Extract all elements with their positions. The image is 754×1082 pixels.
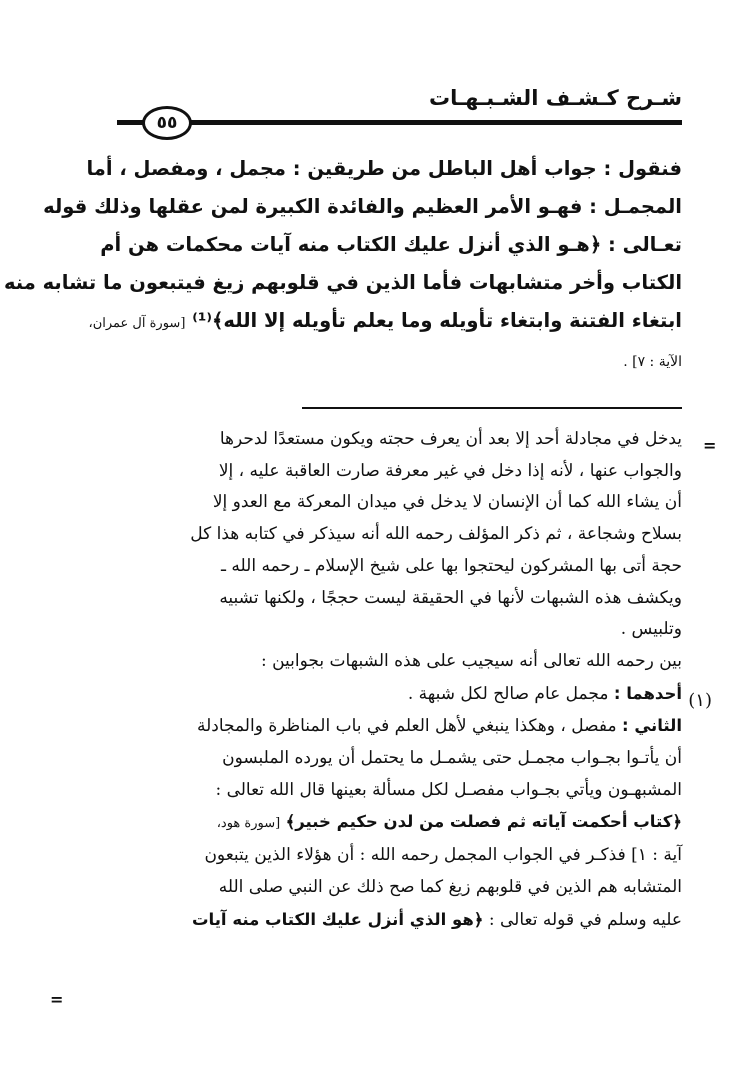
footnote-line: يدخل في مجادلة أحد إلا بعد أن يعرف حجته ويكون مستعدًا لدحرها	[219, 429, 682, 449]
footnote-label: أحدهما :	[613, 683, 682, 703]
quoted-verse: ﴿هو الذي أنزل عليك الكتاب منه آيات	[191, 909, 484, 929]
footnote-line: ويكشف هذه الشبهات لأنها في الحقيقة ليست حججًا ، ولكنها تشبيه	[219, 587, 682, 608]
footnote-text: عليه وسلم في قوله تعالى :	[483, 909, 682, 930]
main-line: المجمـل : فهـو الأمر العظيم والفائدة الكبيرة لمن عقلها وذلك قوله	[43, 195, 682, 218]
footnote-line: أن يأتـوا بجـواب مجمـل حتى يشمـل ما يحتمل أن يورده الملبسون	[222, 748, 682, 769]
main-line-text: ابتغاء الفتنة وابتغاء تأويله وما يعلم تأويله إلا الله﴾⁽¹⁾	[192, 309, 682, 332]
footnote-marker: (١)	[688, 690, 712, 711]
quoted-verse: ﴿كتاب أحكمت آياته ثم فصلت من لدن حكيم خبير﴾	[285, 812, 682, 832]
footnote-text: مفصل ، وهكذا ينبغي لأهل العلم في باب المناظرة والمجادلة	[196, 716, 622, 737]
footnote-line	[72, 904, 682, 937]
header-rule	[117, 120, 682, 125]
verse-reference: [سورة آل عمران،	[88, 316, 186, 331]
footnote-text: مجمل عام صالح لكل شبهة .	[407, 683, 614, 704]
footnote-line: آية : ١] فذكـر في الجواب المجمل رحمه الله : أن هؤلاء الذين يتبعون	[204, 845, 682, 866]
running-header-title: شـرح كـشـف الشـبـهـات	[428, 86, 682, 110]
footnote-line	[72, 710, 682, 743]
footnote-line: والجواب عنها ، لأنه إذا دخل في غير معرفة صارت العاقبة عليه ، إلا	[218, 460, 682, 481]
footnote-line	[72, 806, 682, 840]
footnote-line	[72, 678, 682, 711]
footnote-line: وتلبيس .	[620, 619, 682, 640]
verse-reference: [سورة هود،	[216, 816, 281, 832]
footnote-line: المشبهـون ويأتي بجـواب مفصـل لكل مسألة بعينها قال الله تعالى :	[215, 779, 682, 800]
continuation-mark: =	[703, 436, 717, 455]
main-line: فنقول : جواب أهل الباطل من طريقين : مجمل ، ومفصل ، أما	[86, 157, 682, 180]
footnote-separator	[302, 407, 682, 409]
footnotes	[72, 424, 682, 936]
verse-reference-tail: الآية : ٧] .	[623, 354, 682, 370]
footnote-line: بين رحمه الله تعالى أنه سيجيب على هذه الشبهات بجوابين :	[260, 650, 682, 671]
footnote-line: حجة أتى بها المشركون ليحتجوا بها على شيخ الإسلام ـ رحمه الله ـ	[221, 555, 682, 576]
footnote-line: بسلاح وشجاعة ، ثم ذكر المؤلف رحمه الله أنه سيذكر في كتابه هذا كل	[190, 524, 682, 545]
main-line: تعـالى : ﴿هـو الذي أنزل عليك الكتاب منه آيات محكمات هن أم	[100, 233, 682, 256]
continuation-mark: =	[50, 990, 64, 1009]
footnote-line: المتشابه هم الذين في قلوبهم زيغ كما صح ذلك عن النبي صلى الله	[218, 876, 682, 897]
footnote-line: أن يشاء الله كما أن الإنسان لا يدخل في ميدان المعركة مع العدو إلا	[212, 492, 682, 513]
footnote-label: الثاني :	[621, 716, 682, 736]
main-text	[3, 150, 682, 381]
page-number: ٥٥	[142, 106, 192, 140]
main-line	[72, 302, 682, 343]
main-line: الكتاب وأخر متشابهات فأما الذين في قلوبهم زيغ فيتبعون ما تشابه منه	[3, 271, 682, 294]
